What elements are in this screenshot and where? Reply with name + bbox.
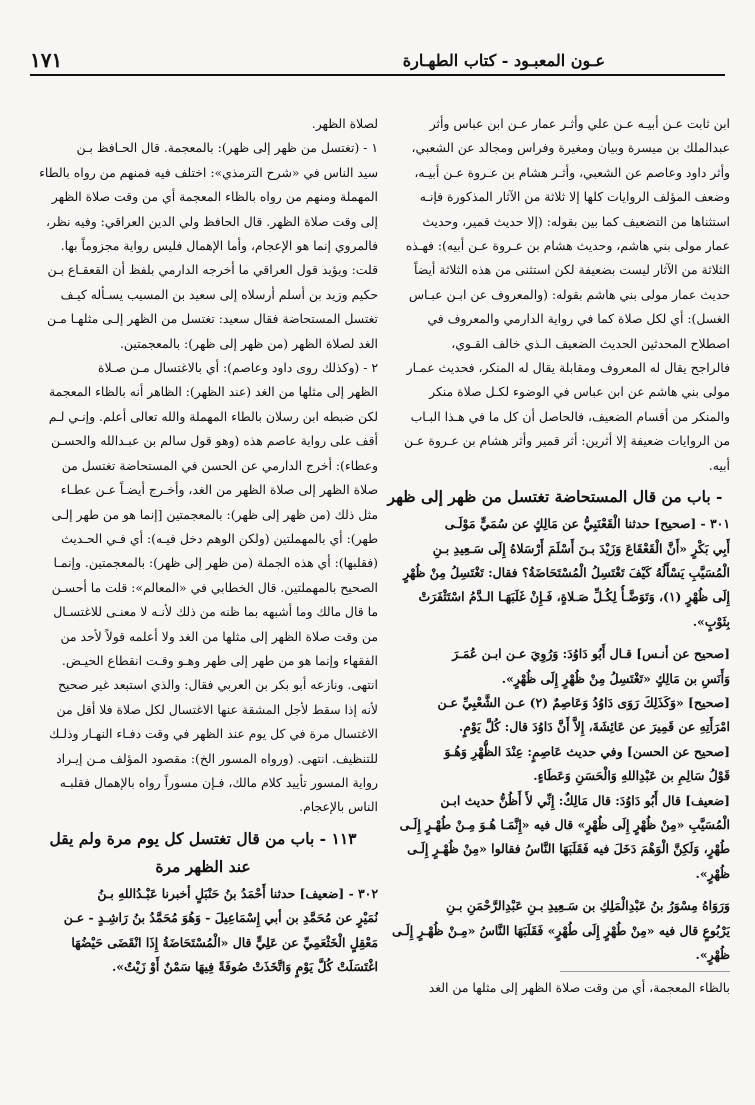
text-line: عبدالملك بن ميسرة وبيان ومغيرة وفراس ومجالد عن الشعبي، <box>411 140 730 156</box>
left-column <box>28 112 378 1075</box>
text-line: ظُهْرٍ». <box>695 947 730 962</box>
text-line: [صحيح عن أنـس] قـال أَبُو دَاوُدَ: وَرُوِيَ عـن ابـن عُمَـرَ <box>452 646 730 662</box>
text-line: طهر): أي بالمهملتين (ولكن الوهم دخل فيـه): أي فـي الحـديث <box>61 530 378 546</box>
text-line: [ضعيف] قال أَبُو دَاوُدَ: قال مَالِكٌ: إِنِّي لأَ أَظُنُّ حديث ابـن <box>440 792 730 808</box>
hadith-302 <box>28 882 378 980</box>
text-line: الغد لصلاة الظهر (من ظهر إلى ظهر): بالمعجمتين. <box>119 335 378 351</box>
text-line: [صحيح عن الحسن] وفي حديث عَاصِمٍ: عِنْدَ الظُّهْرِ وَهُـوَ <box>444 743 730 759</box>
text-line: حكيم وزيد بن أسلم أرسلاه إلى سعيد بن المسيب يسـأله كيـف <box>60 286 378 302</box>
text-line: مثل ذلك (من ظهر إلى ظهر): بالمعجمتين [إنما هو من طهر إلـى <box>51 506 378 522</box>
running-title: عـون المعبـود - كتاب الطهـارة <box>402 51 605 70</box>
text-line: الفقهاء وإنما هو من طهر إلى طهر وهـو وقـت انقطاع الحيـض. <box>61 652 378 668</box>
text-line: لكن ضبطه ابن رسلان بالطاء المهملة والله تعالى أعلم. وإنـي لـم <box>48 408 378 424</box>
commentary-note-2 <box>28 356 378 820</box>
text-line: إِلَى ظُهْرٍ (١)، وَتَوَضَّـأُ لِكُـلِّ صَـلاةٍ، فَـإِنْ غَلَبَهَـا الـدَّمُ اسْتَثْفَرَتْ <box>418 589 730 605</box>
text-line: أبيه. <box>708 457 730 473</box>
text-line: استثناها من التضعيف كما بين بقوله: (إلا حديث قمير، وحديث <box>422 213 730 229</box>
commentary-paragraph <box>380 112 730 478</box>
text-line: أَبِي بَكْرٍ «أَنَّ الْقَعْقَاعَ وَزَيْدَ بـنَ أَسْلَمَ أَرْسَلاهُ إِلَى سَـعِيدِ بـنِ <box>432 540 730 556</box>
text-line: طُهْرٍ، وَلَكِنَّ الْوَهْمَ دَخَلَ فيه فَقَلَبَهَا النَّاسُ فقالوا «مِنْ ظُهْـرٍ إِلَـى <box>407 841 730 857</box>
commentary-note-1 <box>28 112 378 356</box>
text-line: مولى بني هاشم عن ابن عباس في الوضوء لكـل صلاة منكر <box>429 384 730 400</box>
text-line: الثلاثة من الآثار ليست بضعيفة لكن استثنى من هذه الثلاثة أيضاً <box>413 262 730 278</box>
text-line: [صحيح] «وَكَذَلِكَ رَوَى دَاوُدُ وَعَاصِمٌ (٢) عـن الشَّعْبِيِّ عـن <box>437 694 730 710</box>
text-line: ٢ - (وكذلك روى داود وعاصم): أي بالاغتسال مـن صـلاة <box>97 360 378 376</box>
spacer <box>380 634 730 642</box>
text-line: رواية المسور تأييد كلام مالك، فـإن مسوراً رواه بالإهمال فقلبـه <box>59 774 378 790</box>
text-line: وعطاء): أخرج الدارمي عن الحسن في المستحاضة تغتسل من <box>61 457 378 473</box>
narration-mishwar <box>380 894 730 967</box>
text-line: الْمُسَيَّبِ «مِنْ ظُهْرٍ إِلَى ظُهْرٍ» قال فيه «إِنَّمَـا هُـوَ مِـنْ طُهْـرٍ إِلَـى <box>399 816 730 832</box>
text-line: الظهر إلى مثلها من الغد (عند الظهر): الظاهر أنه بالظاء المعجمة <box>49 384 378 400</box>
text-line: (فقلبها): أي هذه الجملة (من ظهر إلى ظهر): بالمعجمتين. وإنمـا <box>53 555 378 571</box>
text-line: وَرَوَاهُ مِسْوَرُ بنُ عَبْدِالْمَلِكِ بن سَـعِيدِ بـنِ عَبْدِالرَّحْمَنِ بـنِ <box>446 898 730 914</box>
footnote-divider <box>560 971 730 972</box>
text-line: فالراجح يقال له المعروف ومقابلة يقال له المنكر، فحديث عمـار <box>406 360 730 376</box>
text-line: اغْتَسَلَتْ كُلَّ يَوْمٍ وَاتَّخَذَتْ صُوفَةً فِيهَا سَمْنٌ أَوْ زَيْتٌ». <box>111 959 378 974</box>
text-line: صلاة الظهر إلى صلاة الظهر من الغد، وأخـرج أيضـاً عـن عطـاء <box>60 482 378 498</box>
narrations <box>380 642 730 886</box>
footnote: بالظاء المعجمة، أي من وقت صلاة الظهر إلى مثلها من الغد <box>428 980 730 996</box>
text-line: يَرْبُوعٍ قال فيه «مِنْ طُهْرٍ إِلَى طُهْرٍ» فَقَلَبَهَا النَّاسُ «مِـنْ ظُهْـرٍ إِلَـى <box>392 922 730 938</box>
right-column <box>380 112 730 1075</box>
text-line: الغسل): أي لكل صلاة كما في رواية الدارمي والمعروف في <box>427 311 730 327</box>
text-line: عمار مولى بني هاشم، وحديث هشام بن عـروة عـن أبيه): فهـذه <box>405 238 730 254</box>
spacer <box>380 886 730 894</box>
text-line: نُمَيْرٍ عن مُحَمَّدِ بن أبي إِسْمَاعِيلَ - وَهُوَ مُحَمَّدُ بنُ رَاشِـدٍ - عـن <box>63 910 378 926</box>
text-line: الاغتسال مرة في كل يوم عند الظهر في وقت دفـاء النهـار وذلـك <box>49 726 378 742</box>
chapter-heading: - باب من قال المستحاضة تغتسل من ظهر إلى ظهر <box>387 487 723 507</box>
text-line: الْمُسَيَّبِ يَسْأَلُهُ كَيْفَ تَغْتَسِلُ الْمُسْتَحَاضَةُ؟ فقال: تَغْتَسِلُ مِنْ ظُهْرٍ <box>403 564 730 580</box>
text-line: حديث عمار مولى بني هاشم بقوله: (والمعروف عن ابـن عبـاس <box>408 286 730 302</box>
page-header <box>30 40 725 76</box>
chapter-heading-113-continued: عند الظهر مرة <box>155 856 251 876</box>
text-line: المهملة ومنهم من رواه بالظاء المعجمة أي من وقت صلاة الظهر <box>51 189 378 205</box>
chapter-heading-113: ١١٣ - باب من قال تغتسل كل يوم مرة ولم يقل <box>49 828 357 848</box>
text-line: من وقت صلاة الظهر إلى مثلها من الغد ولا أعلمه قولاً لأحد من <box>60 628 378 644</box>
text-line: إلى وقت صلاة الظهر. قال الحافظ ولي الدين العراقي: وفيه نظر، <box>46 213 378 229</box>
text-line: أقف على رواية عاصم هذه (وهو قول سالم بن عبـدالله والحسـن <box>50 433 378 449</box>
text-line: بِثَوْبٍ». <box>692 613 730 629</box>
text-line: من الروايات ضعيفة إلا أثرين: أثر قمير وأثر هشام بن عـروة عـن <box>403 433 730 449</box>
hadith-301 <box>380 512 730 634</box>
text-line: ٣٠٢ - [ضعيف] حدثنا أَحْمَدُ بنُ حَنْبَلٍ أخبرنا عَبْـدُاللهِ بـنُ <box>97 885 378 901</box>
text-line: امْرَأَتِهِ عن قَمِيرَ عن عَائِشَةَ، إِلاَّ أَنَّ دَاوُدَ قال: كُلَّ يَوْمٍ. <box>458 719 730 735</box>
text-line: الصحيح بالمهملتين. قال الخطابي في «المعالم»: قلت ما أحسـن <box>51 579 378 595</box>
text-line: تغتسل المستحاضة فقال سعيد: تغتسل من الظهر إلـى مثلهـا مـن <box>47 311 378 327</box>
text-line: اصطلاح المحدثين الحديث الضعيف الـذي خالف القـوي، <box>451 335 730 351</box>
text-line: وضعف المؤلف الروايات كلها إلا ثلاثة من الآثار المذكورة فإنـه <box>419 189 730 205</box>
text-line: ظُهْرٍ». <box>695 865 730 881</box>
text-line: مَعْقِلٍ الْخَثْعَمِيِّ عن عَلِيٍّ قال «الْمُسْتَحَاضَةُ إِذَا انْقَضَى حَيْضُهَا <box>71 934 378 950</box>
text-line: قَوْلُ سَالِمِ بن عَبْدِاللهِ وَالْحَسَنِ وَعَطَاءٍ. <box>533 768 730 784</box>
page-number: ١٧١ <box>30 48 63 72</box>
text-line: للتنظيف. انتهى. (ورواه المسور الخ): مقصود المؤلف مـن إيـراد <box>56 750 378 766</box>
text-line: لصلاة الظهر. <box>311 116 378 131</box>
text-line: قلت: ويؤيد قول العراقي ما أخرجه الدارمي بلفظ أن القعقـاع بـن <box>47 262 378 278</box>
text-line: ١ - (تغتسل من ظهر إلى ظهر): بالمعجمة. قال الحـافظ بـن <box>76 140 378 156</box>
text-line: ما قال مالك وما أشبهه بما ظنه من ذلك لأنـه لا معنـى للاغتسـال <box>53 604 378 620</box>
text-line: فالمروي إنما هو الإعجام، وأما الإهمال فليس رواية مجزوماً بها. <box>60 238 378 254</box>
text-line: الناس بالإعجام. <box>299 799 378 815</box>
text-line: والمنكر من أقسام الضعيف، فالحاصل أن كل ما في هـذا البـاب <box>410 408 730 424</box>
text-line: سيد الناس في «شرح الترمذي»: اختلف فيه فمنهم من رواه بالطاء <box>39 164 378 180</box>
text-line: وَأَنَسِ بن مَالِكٍ «تَغْتَسِلُ مِنْ ظُهْرٍ إِلَى ظُهْرٍ». <box>501 670 730 686</box>
text-line: ٣٠١ - [صحيح] حدثنا الْقَعْنَبِيُّ عن مَالِكٍ عن سُمَيٍّ مَوْلَـى <box>444 516 730 532</box>
text-line: ابن ثابت عـن أبيـه عـن علي وأثـر عمار عـن ابن عباس وأثر <box>429 116 730 131</box>
text-line: انتهى. ونازعه أبو بكر بن العربي فقال: والذي استبعد غير صحيح <box>58 677 378 693</box>
text-line: لأنه إذا سقط لأجل المشقة عنها الاغتسال لكل صلاة فلا أقل من <box>56 701 378 717</box>
text-line: وأثر داود وعاصم عن الشعبي، وأثـر هشام بن عـروة عـن أبيـه، <box>414 164 730 180</box>
